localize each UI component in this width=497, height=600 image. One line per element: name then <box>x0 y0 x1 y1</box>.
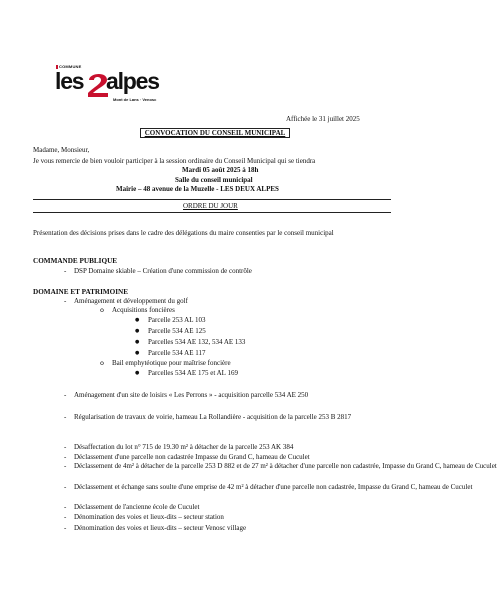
disc-bullet-icon: ● <box>135 317 140 323</box>
dash-bullet: - <box>64 524 67 532</box>
ordre-du-jour-heading: ORDRE DU JOUR <box>183 202 238 210</box>
list-item: Régularisation de travaux de voirie, hameau La Rollandière - acquisition de la parcelle 253 B 2817 <box>74 413 352 421</box>
meeting-date: Mardi 05 août 2025 à 18h <box>182 166 259 174</box>
bottom-rule <box>33 212 391 213</box>
list-item: Dénomination des voies et lieux-dits – secteur Venosc village <box>74 524 247 532</box>
list-item: Dénomination des voies et lieux-dits – secteur station <box>74 513 224 521</box>
dash-bullet: - <box>64 483 67 491</box>
parcelle-item: Parcelle 534 AE 117 <box>148 349 206 357</box>
disc-bullet-icon: ● <box>135 370 140 376</box>
dash-bullet: - <box>64 503 67 511</box>
list-item: Déclassement d'une parcelle non cadastrée Impasse du Grand C, hameau de Cuculet <box>74 453 310 461</box>
presentation-paragraph: Présentation des décisions prises dans le cadre des délégations du maire consenties par le conseil municipal <box>33 229 334 237</box>
section-commande-publique: COMMANDE PUBLIQUE <box>33 257 118 265</box>
salutation: Madame, Monsieur, <box>33 146 90 154</box>
document-title: CONVOCATION DU CONSEIL MUNICIPAL <box>140 128 290 138</box>
disc-bullet-icon: ● <box>135 339 140 345</box>
logo-alpes: alpes <box>106 68 159 94</box>
parcelle-item: Parcelle 253 AL 103 <box>148 316 206 324</box>
dash-bullet: - <box>64 453 67 461</box>
dash-bullet: - <box>64 391 67 399</box>
dash-bullet: - <box>64 443 67 451</box>
list-item: Déclassement de l'ancienne école de Cuculet <box>74 503 200 511</box>
dash-bullet: - <box>64 267 67 275</box>
list-item: Désaffectation du lot n° 715 de 19.30 m² à détacher de la parcelle 253 AK 384 <box>74 443 294 451</box>
parcelle-item: Parcelles 534 AE 132, 534 AE 133 <box>148 338 246 346</box>
meeting-room: Salle du conseil municipal <box>175 176 253 184</box>
list-item: Déclassement de 4m² à détacher de la parcelle 253 D 882 et de 27 m² à détacher d'une parcelle non cadastrée, Impasse du Grand C, hameau de Cuculet <box>74 462 497 470</box>
list-item-bail: Bail emphytéotique pour maîtrise foncière <box>112 359 231 367</box>
list-item-acquisitions: Acquisitions foncières <box>112 306 175 314</box>
circle-bullet-icon: o <box>100 359 104 367</box>
dash-bullet: - <box>64 413 67 421</box>
list-item: Déclassement et échange sans soulte d'une emprise de 42 m² à détacher d'une parcelle non cadastrée, Impasse du Grand C, hameau de Cuculet <box>74 483 473 491</box>
dash-bullet: - <box>64 462 67 470</box>
meeting-address: Mairie – 48 avenue de la Muzelle - LES DEUX ALPES <box>116 185 279 193</box>
logo-les: les <box>55 68 84 94</box>
disc-bullet-icon: ● <box>135 328 140 334</box>
list-item: DSP Domaine skiable – Création d'une commission de contrôle <box>74 267 252 275</box>
list-item: Aménagement d'un site de loisirs « Les Perrons » - acquisition parcelle 534 AE 250 <box>74 391 309 399</box>
intro-paragraph: Je vous remercie de bien vouloir participer à la session ordinaire du Conseil Municipal qui se tiendra <box>33 157 316 165</box>
circle-bullet-icon: o <box>100 306 104 314</box>
logo-subtitle: Mont de Lans · Venosc <box>113 97 157 102</box>
top-rule <box>33 199 391 200</box>
list-item-golf: Aménagement et développement du golf <box>74 297 188 305</box>
section-domaine-patrimoine: DOMAINE ET PATRIMOINE <box>33 288 129 296</box>
parcelle-item: Parcelles 534 AE 175 et AL 169 <box>148 369 238 377</box>
parcelle-item: Parcelle 534 AE 125 <box>148 327 206 335</box>
affichage-date: Affichée le 31 juillet 2025 <box>286 115 360 123</box>
logo-commune-label: COMMUNE <box>56 64 82 69</box>
dash-bullet: - <box>64 513 67 521</box>
dash-bullet: - <box>64 297 67 305</box>
disc-bullet-icon: ● <box>135 350 140 356</box>
commune-logo <box>55 64 159 116</box>
